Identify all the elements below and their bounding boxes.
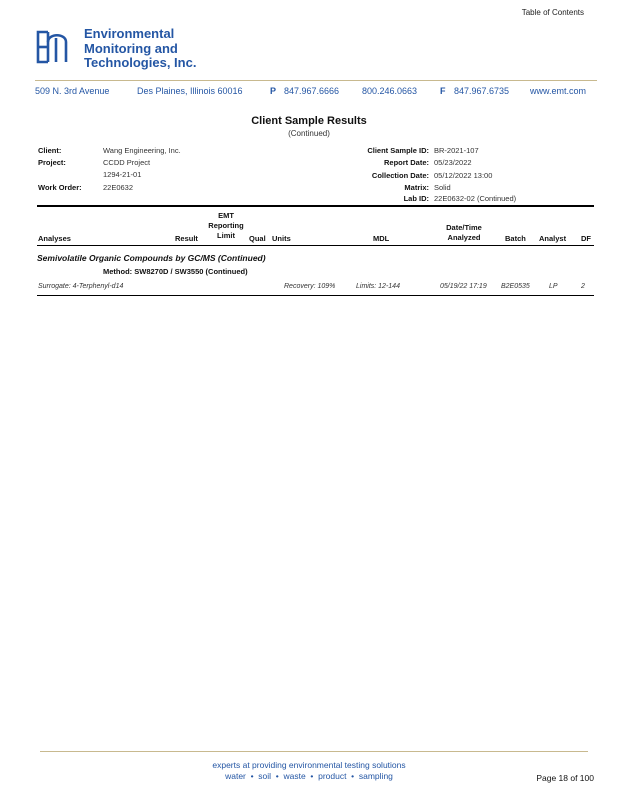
report-date-label: Report Date: <box>383 158 429 167</box>
col-analyst: Analyst <box>539 234 567 243</box>
col-mdl: MDL <box>373 234 390 243</box>
lab-id-value: 22E0632-02 (Continued) <box>434 194 517 203</box>
header-divider <box>35 80 597 81</box>
surrogate-analyst: LP <box>549 283 558 290</box>
lab-id-label: Lab ID: <box>403 194 429 203</box>
col-reporting-limit <box>205 211 247 241</box>
website-link[interactable]: www.emt.com <box>530 86 587 96</box>
surrogate-batch: B2E0535 <box>501 283 530 290</box>
surrogate-limits: Limits: 12-144 <box>356 283 400 290</box>
company-line-1: Environmental <box>84 26 175 41</box>
page-number: Page 18 of 100 <box>536 773 594 783</box>
tollfree-number: 800.246.0663 <box>362 86 418 96</box>
report-date-value: 05/23/2022 <box>434 158 472 167</box>
col-df: DF <box>581 234 591 243</box>
address-bar <box>0 86 618 98</box>
client-label: Client: <box>38 146 62 155</box>
surrogate-df: 2 <box>581 283 585 290</box>
col-qual: Qual <box>249 234 266 243</box>
emt-logo-icon <box>35 28 75 68</box>
company-line-2: Monitoring and <box>84 40 178 56</box>
table-bottom-rule <box>37 295 594 296</box>
footer-tagline: experts at providing environmental testing solutions <box>212 760 406 770</box>
col-rl-line-1: EMT <box>218 211 234 220</box>
work-order-value: 22E0632 <box>103 183 134 192</box>
header-bottom-rule <box>37 245 594 246</box>
fax-number: 847.967.6735 <box>454 86 510 96</box>
sample-id-label: Client Sample ID: <box>367 146 429 155</box>
col-rl-line-3: Limit <box>217 231 235 240</box>
col-analyses: Analyses <box>38 234 71 243</box>
city-address: Des Plaines, Illinois 60016 <box>137 86 243 96</box>
client-value: Wang Engineering, Inc. <box>103 146 181 155</box>
matrix-value: Solid <box>434 183 451 192</box>
method-label: Method: SW8270D / SW3550 (Continued) <box>103 267 248 276</box>
col-dt-line-2: Analyzed <box>447 233 481 242</box>
company-name <box>84 27 196 71</box>
col-units: Units <box>272 234 291 243</box>
matrix-label: Matrix: <box>404 183 429 192</box>
table-top-rule <box>37 205 594 207</box>
project-number: 1294-21-01 <box>103 170 142 179</box>
surrogate-recovery: Recovery: 109% <box>284 283 336 290</box>
footer-divider <box>40 751 588 752</box>
street-address: 509 N. 3rd Avenue <box>35 86 110 96</box>
col-result: Result <box>175 234 198 243</box>
table-of-contents-link[interactable]: Table of Contents <box>521 8 584 17</box>
col-batch: Batch <box>505 234 526 243</box>
work-order-label: Work Order: <box>38 183 82 192</box>
col-rl-line-2: Reporting <box>208 221 244 230</box>
fax-label: F <box>440 86 446 96</box>
project-label: Project: <box>38 158 66 167</box>
report-subtitle: (Continued) <box>288 129 330 138</box>
section-title: Semivolatile Organic Compounds by GC/MS (Continued) <box>37 253 266 263</box>
phone-label: P <box>270 86 277 96</box>
sample-id-value: BR-2021-107 <box>434 146 479 155</box>
surrogate-datetime: 05/19/22 17:19 <box>440 283 487 290</box>
collection-date-label: Collection Date: <box>371 171 429 180</box>
footer-services: water • soil • waste • product • sampling <box>225 771 393 781</box>
col-dt-line-1: Date/Time <box>446 223 482 232</box>
project-value: CCDD Project <box>103 158 151 167</box>
company-line-3: Technologies, Inc. <box>84 55 197 70</box>
report-title: Client Sample Results <box>251 115 367 127</box>
collection-date-value: 05/12/2022 13:00 <box>434 171 493 180</box>
phone-number: 847.967.6666 <box>284 86 340 96</box>
surrogate-analyte: Surrogate: 4-Terphenyl-d14 <box>38 283 124 290</box>
col-date-time <box>438 223 490 243</box>
